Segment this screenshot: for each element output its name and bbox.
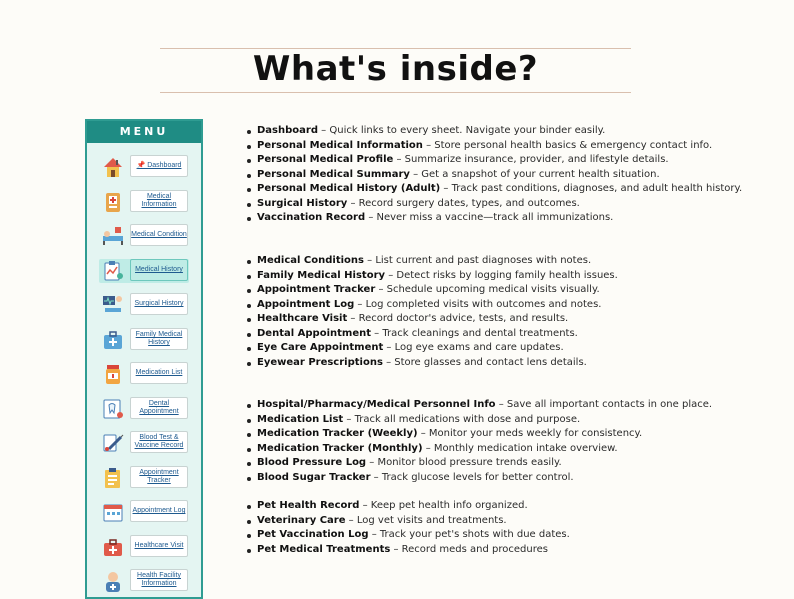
list-item	[247, 124, 742, 139]
feature-desc: – Schedule upcoming medical visits visually.	[375, 284, 600, 295]
calendar-icon	[101, 500, 125, 524]
house-icon	[101, 155, 125, 179]
feature-list-section-3	[247, 398, 712, 485]
list-item	[247, 456, 712, 471]
list-item	[247, 514, 570, 529]
feature-name: Pet Health Record	[257, 500, 360, 511]
list-item	[247, 182, 742, 197]
feature-name: Medication Tracker (Monthly)	[257, 442, 423, 454]
syringe-icon	[101, 431, 125, 455]
list-item	[247, 327, 618, 342]
feature-desc: – Record doctor's advice, tests, and results.	[347, 313, 569, 324]
menu-item-label: 📌 Dashboard	[130, 155, 188, 177]
menu-item-label: Surgical History	[130, 293, 188, 315]
facility-icon	[101, 569, 125, 593]
feature-name: Family Medical History	[257, 269, 386, 281]
menu-item-dental-appointment[interactable]	[99, 397, 189, 421]
feature-list-section-2	[247, 254, 618, 370]
menu-item-healthcare-visit[interactable]	[99, 535, 189, 559]
feature-desc: – Detect risks by logging family health issues.	[385, 269, 618, 281]
menu-item-label: Medical Information	[130, 190, 188, 212]
menu-item-label: Health Facility Information	[130, 569, 188, 591]
feature-desc: – Never miss a vaccine—track all immunizations.	[365, 212, 614, 223]
feature-name: Pet Vaccination Log	[257, 529, 369, 540]
feature-name: Dashboard	[257, 125, 318, 136]
menu-item-label: Medical Condition	[130, 224, 188, 246]
menu-item-label: Medication List	[130, 362, 188, 384]
feature-desc: – Get a snapshot of your current health situation.	[409, 168, 660, 180]
menu-item-label: Appointment Log	[130, 500, 188, 522]
feature-name: Personal Medical Profile	[257, 154, 394, 165]
feature-name: Hospital/Pharmacy/Medical Personnel Info	[257, 399, 496, 410]
feature-name: Medication Tracker (Weekly)	[257, 428, 418, 439]
menu-item-label: Appointment Tracker	[130, 466, 188, 488]
medical-case-icon	[101, 535, 125, 559]
feature-desc: – Save all important contacts in one place.	[495, 399, 713, 410]
list-item	[247, 543, 570, 558]
menu-item-label: Healthcare Visit	[130, 535, 188, 557]
clipboard-chart-icon	[101, 259, 125, 283]
menu-item-label: Medical History	[130, 259, 188, 281]
menu-item-family-medical-history[interactable]	[99, 328, 189, 352]
feature-name: Healthcare Visit	[257, 313, 348, 324]
feature-name: Dental Appointment	[257, 327, 371, 339]
title-bottom-rule	[160, 92, 631, 93]
pill-bottle-icon	[101, 362, 125, 386]
list-item	[247, 197, 742, 212]
feature-name: Personal Medical Summary	[257, 168, 410, 180]
menu-item-health-facility[interactable]	[99, 569, 189, 593]
list-item	[247, 254, 618, 269]
menu-item-label: Dental Appointment	[130, 397, 188, 419]
menu-panel	[85, 119, 203, 599]
feature-name: Appointment Log	[257, 298, 355, 310]
feature-name: Vaccination Record	[257, 212, 366, 223]
list-item	[247, 471, 712, 486]
list-item	[247, 499, 570, 514]
medical-kit-icon	[101, 328, 125, 352]
feature-name: Personal Medical History (Adult)	[257, 183, 441, 194]
feature-desc: – Track your pet's shots with due dates.	[368, 529, 570, 540]
feature-desc: – Summarize insurance, provider, and lifestyle details.	[393, 154, 669, 165]
tooth-chart-icon	[101, 397, 125, 421]
menu-item-appointment-tracker[interactable]	[99, 466, 189, 490]
page-title: What's inside?	[252, 49, 539, 89]
feature-desc: – Log eye exams and care updates.	[383, 342, 564, 353]
list-item	[247, 356, 618, 371]
feature-name: Eye Care Appointment	[257, 342, 384, 353]
feature-desc: – Monthly medication intake overview.	[422, 442, 618, 454]
feature-name: Blood Sugar Tracker	[257, 471, 371, 483]
feature-name: Eyewear Prescriptions	[257, 356, 383, 368]
feature-desc: – List current and past diagnoses with notes.	[363, 255, 592, 266]
feature-list-section-4	[247, 499, 570, 557]
feature-desc: – Track all medications with dose and purpose.	[343, 413, 581, 425]
hospital-bed-icon	[101, 224, 125, 248]
list-item	[247, 168, 742, 183]
menu-item-appointment-log[interactable]	[99, 500, 189, 524]
feature-desc: – Monitor your meds weekly for consistency.	[417, 428, 643, 439]
list-item	[247, 139, 742, 154]
feature-desc: – Record surgery dates, types, and outcomes.	[347, 197, 580, 209]
feature-desc: – Monitor blood pressure trends easily.	[366, 457, 562, 468]
feature-name: Appointment Tracker	[257, 284, 376, 295]
list-item	[247, 398, 712, 413]
list-item	[247, 153, 742, 168]
clipboard-tracker-icon	[101, 466, 125, 490]
feature-desc: – Track cleanings and dental treatments.	[371, 327, 578, 339]
feature-desc: – Store glasses and contact lens details.	[382, 356, 587, 368]
list-item	[247, 269, 618, 284]
list-item	[247, 528, 570, 543]
menu-item-medical-condition[interactable]	[99, 224, 189, 248]
menu-item-surgical-history[interactable]	[99, 293, 189, 317]
feature-list-section-1	[247, 124, 742, 226]
feature-name: Medication List	[257, 413, 344, 425]
list-item	[247, 413, 712, 428]
list-item	[247, 312, 618, 327]
menu-item-medication-list[interactable]	[99, 362, 189, 386]
menu-item-label: Blood Test & Vaccine Record	[130, 431, 188, 453]
feature-name: Pet Medical Treatments	[257, 543, 391, 555]
menu-item-dashboard[interactable]	[99, 155, 189, 179]
feature-desc: – Store personal health basics & emergency contact info.	[422, 139, 713, 151]
feature-desc: – Keep pet health info organized.	[359, 500, 528, 511]
menu-header: MENU	[87, 121, 201, 143]
feature-desc: – Record meds and procedures	[390, 543, 548, 555]
feature-desc: – Log completed visits with outcomes and notes.	[354, 298, 602, 310]
surgery-monitor-icon	[101, 293, 125, 317]
list-item	[247, 298, 618, 313]
medical-info-icon	[101, 190, 125, 214]
feature-name: Veterinary Care	[257, 514, 346, 526]
list-item	[247, 442, 712, 457]
menu-item-blood-test-vaccine[interactable]	[99, 431, 189, 455]
feature-name: Personal Medical Information	[257, 139, 423, 151]
menu-item-medical-information[interactable]	[99, 190, 189, 214]
list-item	[247, 283, 618, 298]
feature-name: Blood Pressure Log	[257, 457, 367, 468]
feature-desc: – Track glucose levels for better control.	[370, 471, 574, 483]
feature-desc: – Track past conditions, diagnoses, and adult health history.	[440, 183, 743, 194]
menu-item-label: Family Medical History	[130, 328, 188, 350]
list-item	[247, 341, 618, 356]
menu-item-medical-history[interactable]	[99, 259, 189, 283]
feature-name: Surgical History	[257, 197, 348, 209]
feature-desc: – Log vet visits and treatments.	[345, 514, 507, 526]
feature-name: Medical Conditions	[257, 255, 364, 266]
feature-desc: – Quick links to every sheet. Navigate your binder easily.	[318, 125, 606, 136]
list-item	[247, 427, 712, 442]
list-item	[247, 211, 742, 226]
